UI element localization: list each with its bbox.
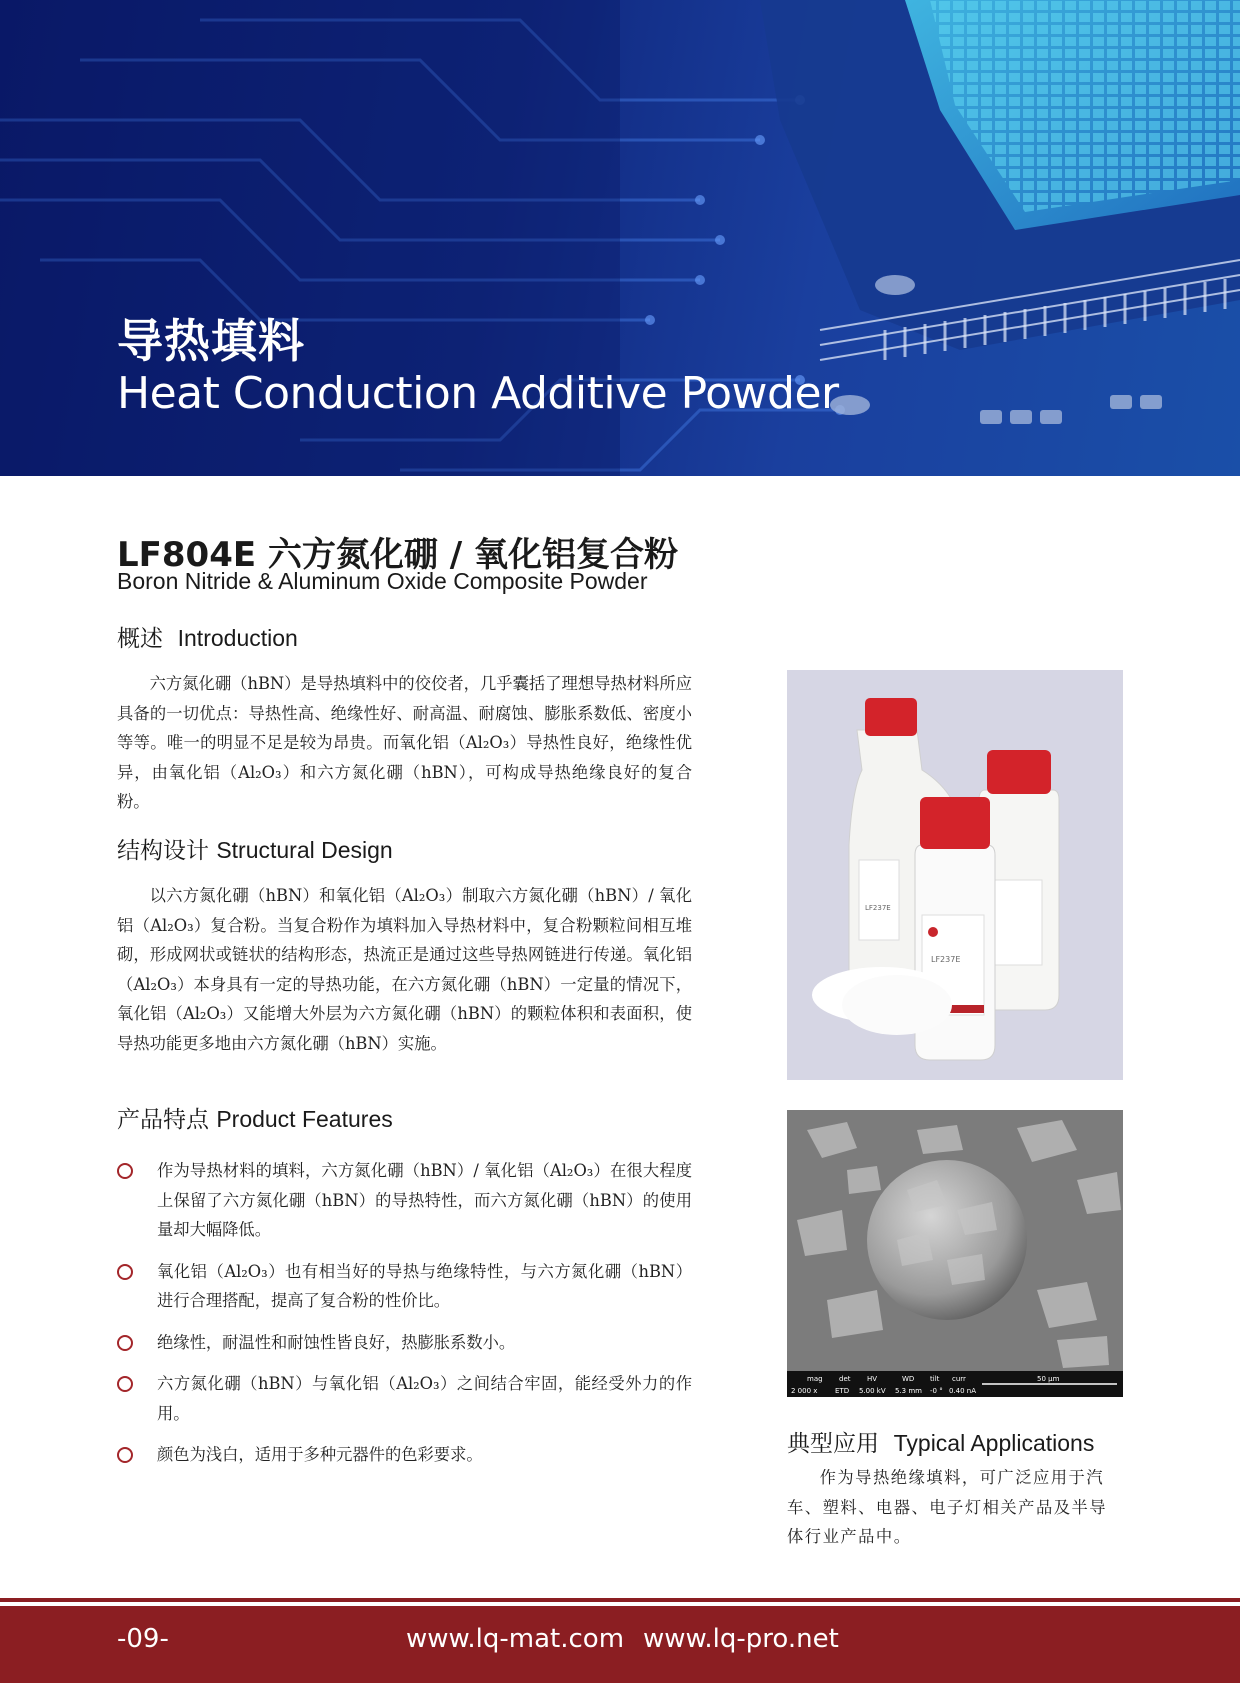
website-link-pro[interactable]: www.lq-pro.net [643, 1624, 839, 1654]
sem-hdr-mag: mag [807, 1375, 823, 1383]
list-item [117, 1257, 692, 1316]
features-section [117, 1101, 692, 1482]
feature-text: 颜色为浅白，适用于多种元器件的色彩要求。 [157, 1445, 483, 1464]
feature-text: 绝缘性，耐温性和耐蚀性皆良好，热膨胀系数小。 [157, 1332, 516, 1352]
structure-section [117, 832, 692, 1058]
intro-section [117, 620, 692, 817]
intro-heading [117, 620, 692, 653]
features-heading-cn: 产品特点 [117, 1107, 209, 1133]
website-link-mat[interactable]: www.lq-mat.com [406, 1624, 625, 1654]
sem-micrograph [787, 1110, 1123, 1397]
applications-heading [787, 1425, 1094, 1458]
sem-val-tilt: -0 ° [930, 1387, 943, 1395]
sem-hdr-curr: curr [952, 1375, 966, 1383]
structure-heading-cn: 结构设计 [117, 838, 209, 864]
sem-hdr-hv: HV [867, 1375, 878, 1383]
applications-text: 作为导热绝缘填料，可广泛应用于汽车、塑料、电器、电子灯相关产品及半导体行业产品中。 [787, 1468, 1108, 1546]
sem-hdr-tilt: tilt [930, 1375, 940, 1383]
sem-val-curr: 0.40 nA [949, 1387, 977, 1395]
feature-text: 氧化铝（Al₂O₃）也有相当好的导热与绝缘特性，与六方氮化硼（hBN）进行合理搭配，提高了复合粉的性价比。 [157, 1261, 692, 1310]
structure-text: 以六方氮化硼（hBN）和氧化铝（Al₂O₃）制取六方氮化硼（hBN）/ 氧化铝（Al₂O₃）复合粉。当复合粉作为填料加入导热材料中，复合粉颗粒间相互堆砌，形成网状或链状的结构形态，热流正是通过这些导热网链进行传递。氧化铝（Al₂O₃）本身具有一定的导热功能，在六方氮化硼（hBN）一定量的情况下，氧化铝（Al₂O₃）又能增大外层为六方氮化硼（hBN）的颗粒体积和表面积，使导热功能更多地由六方氮化硼（hBN）实施。 [117, 886, 692, 1053]
footer [0, 1606, 1240, 1683]
list-item [117, 1156, 692, 1245]
sem-scale-label: 50 μm [1037, 1375, 1060, 1383]
hero-banner [0, 0, 1240, 476]
list-item [117, 1328, 692, 1358]
page-number: -09- [117, 1624, 169, 1654]
circle-bullet-icon [117, 1264, 133, 1280]
hero-title-en: Heat Conduction Additive Powder [117, 368, 839, 419]
list-item [117, 1369, 692, 1428]
sem-hdr-wd: WD [902, 1375, 915, 1383]
sem-val-mag: 2 000 x [791, 1387, 818, 1395]
feature-text: 作为导热材料的填料，六方氮化硼（hBN）/ 氧化铝（Al₂O₃）在很大程度上保留了六方氮化硼（hBN）的导热特性，而六方氮化硼（hBN）的使用量却大幅降低。 [157, 1161, 692, 1239]
features-list [117, 1156, 692, 1470]
structure-heading-en: Structural Design [216, 837, 393, 863]
applications-heading-cn: 典型应用 [787, 1431, 879, 1457]
circle-bullet-icon [117, 1335, 133, 1351]
intro-heading-cn: 概述 [117, 626, 163, 652]
bottle-label-2: LF237E [865, 904, 891, 912]
structure-heading [117, 832, 692, 865]
applications-heading-en: Typical Applications [893, 1430, 1095, 1456]
sem-hdr-det: det [839, 1375, 851, 1383]
sem-val-hv: 5.00 kV [859, 1387, 886, 1395]
features-heading-en: Product Features [216, 1106, 393, 1132]
footer-divider [0, 1598, 1240, 1602]
hero-title-cn: 导热填料 [117, 314, 305, 368]
sem-val-wd: 5.3 mm [895, 1387, 922, 1395]
circle-bullet-icon [117, 1376, 133, 1392]
circle-bullet-icon [117, 1163, 133, 1179]
circle-bullet-icon [117, 1447, 133, 1463]
sem-val-det: ETD [835, 1387, 850, 1395]
product-bottles-photo [787, 670, 1123, 1080]
product-title-cn: LF804E 六方氮化硼 / 氧化铝复合粉 [117, 535, 679, 575]
feature-text: 六方氮化硼（hBN）与氧化铝（Al₂O₃）之间结合牢固，能经受外力的作用。 [157, 1374, 692, 1423]
list-item [117, 1440, 692, 1470]
product-title-en: Boron Nitride & Aluminum Oxide Composite Powder [117, 568, 648, 594]
intro-heading-en: Introduction [177, 625, 298, 651]
bottle-label: LF237E [931, 955, 961, 964]
intro-text: 六方氮化硼（hBN）是导热填料中的佼佼者，几乎囊括了理想导热材料所应具备的一切优点：导热性高、绝缘性好、耐高温、耐腐蚀、膨胀系数低、密度小等等。唯一的明显不足是较为昂贵。而氧化铝（Al₂O₃）导热性良好，绝缘性优异，由氧化铝（Al₂O₃）和六方氮化硼（hBN），可构成导热绝缘良好的复合粉。 [117, 674, 692, 811]
features-heading [117, 1101, 692, 1134]
